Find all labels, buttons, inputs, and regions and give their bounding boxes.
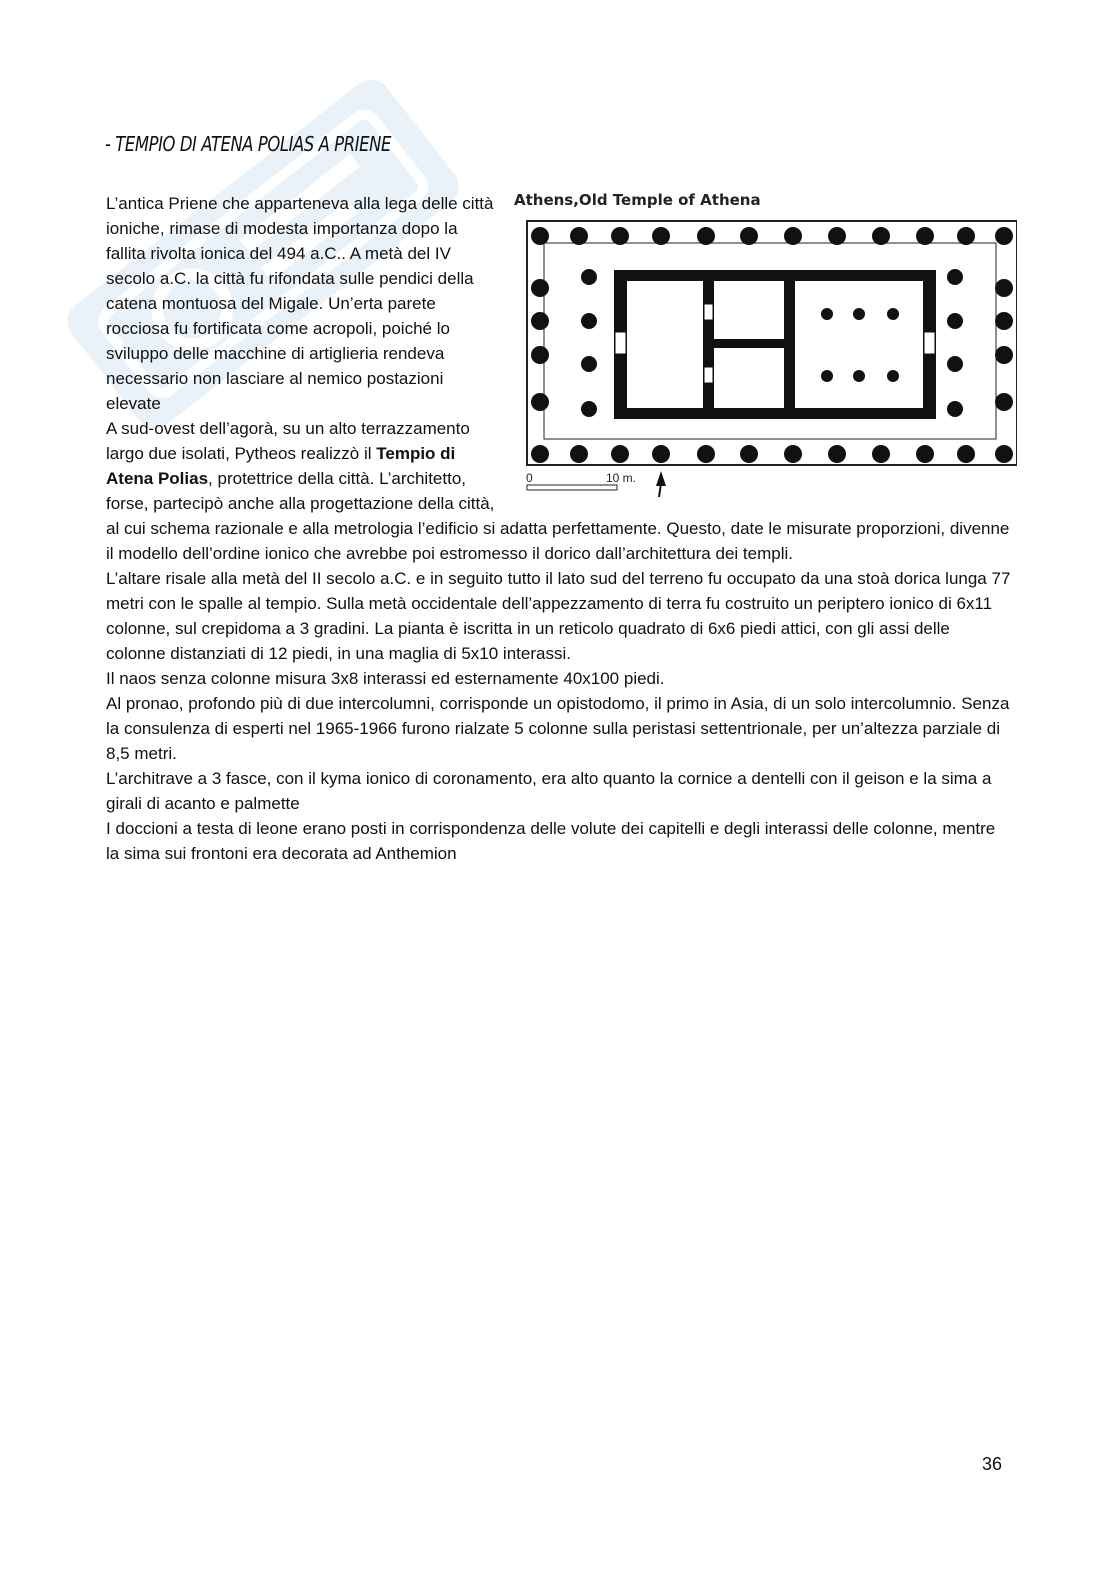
column [821, 308, 833, 320]
column [581, 313, 597, 329]
column [740, 227, 758, 245]
column [531, 227, 549, 245]
column [916, 227, 934, 245]
column [611, 227, 629, 245]
column [995, 279, 1013, 297]
column [570, 227, 588, 245]
column [652, 227, 670, 245]
article-body [106, 191, 1011, 866]
column [995, 227, 1013, 245]
paragraph-2: A sud-ovest dell’agorà, su un alto terrazzamento largo due isolati, Pytheos realizzò il Tempio di Atena Polias, protettrice della città. L’architetto, forse, partecipò anche alla progettazione della città, al cui schema razionale e alla metrologia l’edificio si adatta perfettamente. Questo, date le misurate proporzioni, divenne il modello dell’ordine ionico che avrebbe poi estromesso il dorico dall’architettura dei templi. [106, 419, 1010, 563]
temple-floor-plan [511, 189, 1017, 502]
column [995, 445, 1013, 463]
column [947, 269, 963, 285]
column [853, 308, 865, 320]
column [947, 356, 963, 372]
column [531, 445, 549, 463]
paragraph-1: L’antica Priene che apparteneva alla lega delle città ioniche, rimase di modesta importanza dopo la fallita rivolta ionica del 494 a.C.. A metà del IV secolo a.C. la città fu rifondata sulle pendici della catena montuosa del Migale. Un’erta parete rocciosa fu fortificata come acropoli, poiché lo sviluppo delle macchine di artiglieria rendeva necessario non lasciare al nemico postazioni elevate [106, 194, 494, 413]
page-number: 36 [982, 1454, 1003, 1474]
scale-bar [527, 485, 617, 490]
column [995, 312, 1013, 330]
column [947, 313, 963, 329]
column [581, 356, 597, 372]
scale-end: 10 m. [606, 471, 637, 485]
paragraph-4: Il naos senza colonne misura 3x8 interassi ed esternamente 40x100 piedi. [106, 669, 665, 688]
cella-walls [614, 270, 936, 419]
column [697, 445, 715, 463]
north-arrow-icon [656, 471, 666, 497]
column [581, 269, 597, 285]
column [995, 346, 1013, 364]
column [697, 227, 715, 245]
column [916, 445, 934, 463]
paragraph-5: Al pronao, profondo più di due intercolumni, corrisponde un opistodomo, il primo in Asia, di un solo intercolumnio. Senza la consulenza di esperti nel 1965-1966 furono rialzate 5 colonne sulla peristasi settentrionale, per un’altezza parziale di 8,5 metri. [106, 694, 1010, 763]
column [581, 401, 597, 417]
interior-columns [821, 308, 899, 382]
column [821, 370, 833, 382]
temple-plan-figure [511, 189, 1017, 502]
column [828, 227, 846, 245]
figure-caption: Athens,Old Temple of Athena [514, 191, 761, 209]
column [570, 445, 588, 463]
column [957, 445, 975, 463]
column [531, 393, 549, 411]
paragraph-6: L’architrave a 3 fasce, con il kyma ionico di coronamento, era alto quanto la cornice a dentelli con il geison e la sima a girali di acanto e palmette [106, 769, 992, 813]
column [995, 393, 1013, 411]
column [611, 445, 629, 463]
column [784, 227, 802, 245]
column [853, 370, 865, 382]
column [652, 445, 670, 463]
column [828, 445, 846, 463]
column [957, 227, 975, 245]
column [872, 445, 890, 463]
temple-name: Tempio di Atena Polias [106, 444, 456, 488]
column [531, 312, 549, 330]
column [887, 308, 899, 320]
paragraph-3: L’altare risale alla metà del II secolo a.C. e in seguito tutto il lato sud del terreno fu occupato da una stoà dorica lunga 77 metri con le spalle al tempio. Sulla metà occidentale dell’appezzamento di terra fu costruito un periptero ionico di 6x11 colonne, sul crepidoma a 3 gradini. La pianta è iscritta in un reticolo quadrato di 6x6 piedi attici, con gli assi delle colonne distanziati di 12 piedi, in una maglia di 5x10 interassi. [106, 569, 1011, 663]
scale-start: 0 [526, 471, 533, 485]
column [947, 401, 963, 417]
column [887, 370, 899, 382]
column [872, 227, 890, 245]
column [784, 445, 802, 463]
paragraph-7: I doccioni a testa di leone erano posti in corrispondenza delle volute dei capitelli e degli interassi delle colonne, mentre la sima sui frontoni era decorata ad Anthemion [106, 819, 996, 863]
column [531, 279, 549, 297]
page-title: - TEMPIO DI ATENA POLIAS A PRIENE [105, 132, 391, 156]
column [740, 445, 758, 463]
column [531, 346, 549, 364]
